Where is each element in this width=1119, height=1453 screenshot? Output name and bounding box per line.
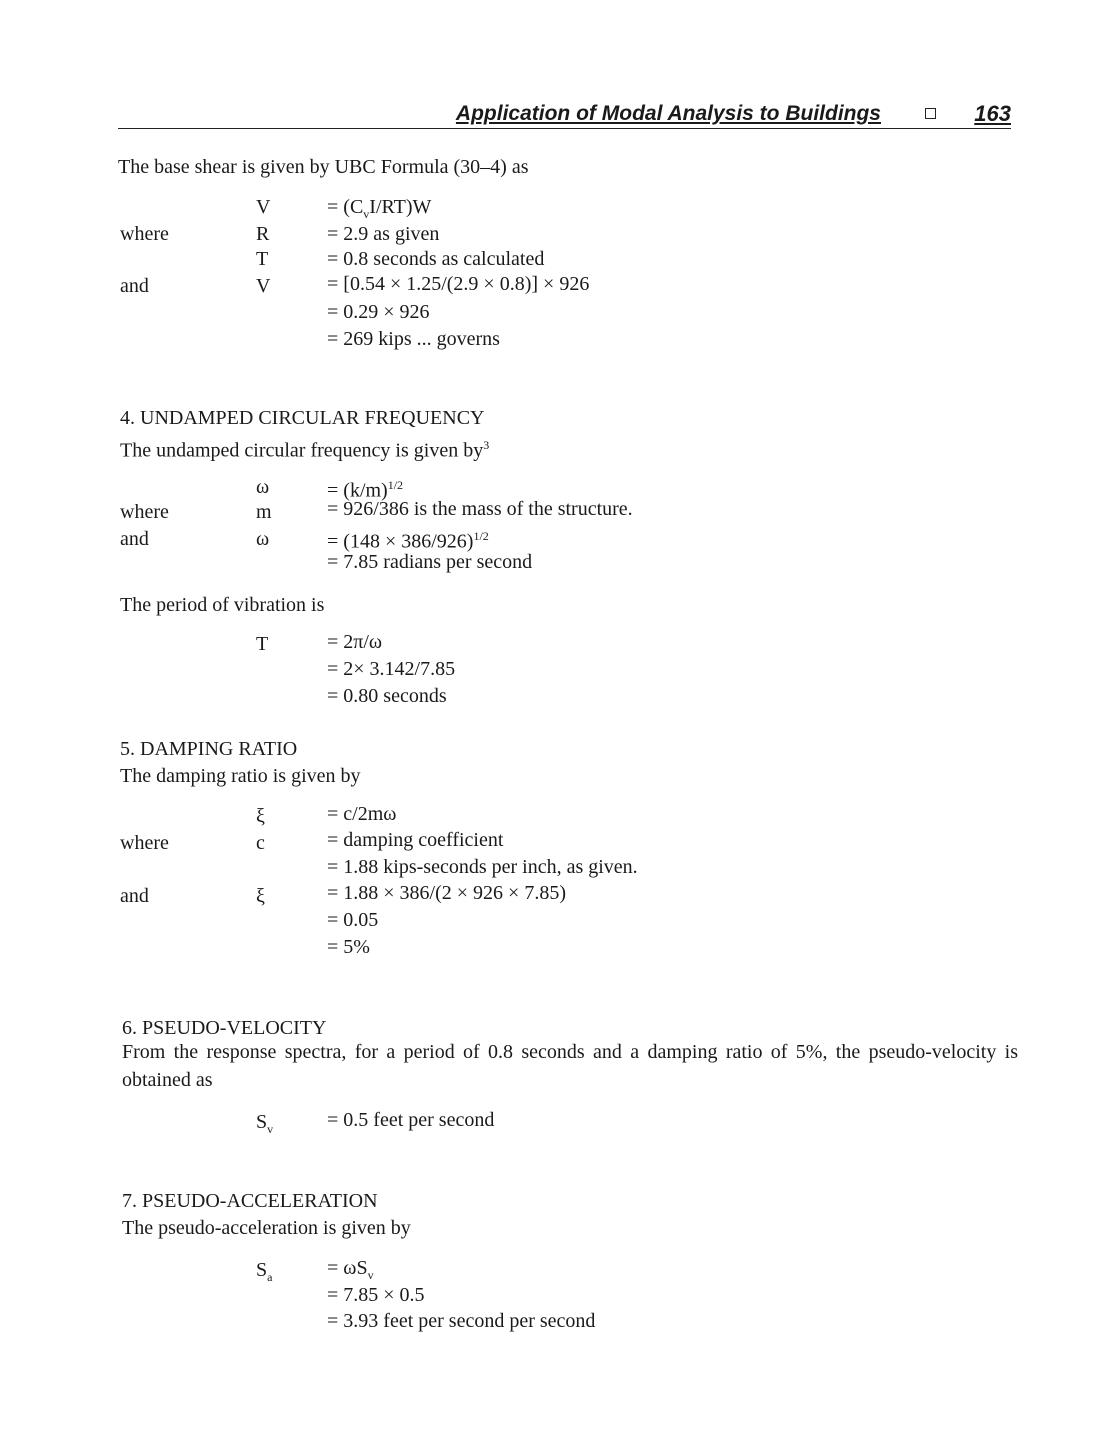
section-heading-7: 7. PSEUDO-ACCELERATION (122, 1190, 378, 1212)
equation: = $(148 \times 386/926)^{1/2}$ (327, 529, 489, 553)
equation: = 0.5 feet per second (327, 1109, 495, 1131)
eq-label: where (120, 832, 169, 854)
eq-symbol: ξ (256, 805, 265, 827)
equation: = 269 kips ... governs (327, 328, 500, 350)
equation: = [0.54 × 1.25/(2.9 × 0.8)] × 926 (327, 273, 590, 295)
equation: = 2π/ω (327, 631, 383, 653)
square-outline-icon (925, 108, 936, 119)
eq-symbol: T (256, 633, 269, 655)
equation: = $(C_vI/RT)W$ (327, 196, 432, 221)
eq-symbol: V (256, 196, 271, 218)
equation: = 1.88 × 386/(2 × 926 × 7.85) (327, 882, 566, 904)
section-heading-6: 6. PSEUDO-VELOCITY (122, 1017, 327, 1039)
eq-label: and (120, 885, 149, 907)
eq-label: and (120, 528, 149, 550)
section6-paragraph: From the response spectra, for a period of 0.8 seconds and a damping ratio of 5%, the pseudo-velocity is obtained as (122, 1041, 1018, 1091)
eq-symbol: T (256, 248, 269, 270)
equation: = 2.9 as given (327, 223, 440, 245)
equation: = 7.85 radians per second (327, 551, 533, 573)
equation: = 2× 3.142/7.85 (327, 658, 456, 680)
equation: = damping coefficient (327, 829, 504, 851)
eq-symbol: ξ (256, 885, 265, 907)
equation: = 0.05 (327, 909, 379, 931)
eq-symbol: m (256, 501, 272, 523)
eq-label: where (120, 223, 169, 245)
eq-symbol: $S_a$ (256, 1259, 273, 1284)
equation: = $\omega S_v$ (327, 1257, 374, 1282)
equation: = 0.8 seconds as calculated (327, 248, 545, 270)
eq-label: where (120, 501, 169, 523)
equation: = 5% (327, 936, 370, 958)
equation: = 0.80 seconds (327, 685, 447, 707)
equation: = 7.85 × 0.5 (327, 1284, 425, 1306)
equation: = 3.93 feet per second per second (327, 1310, 596, 1332)
eq-label: and (120, 275, 149, 297)
section4-intro: The undamped circular frequency is given $by^3$ (120, 438, 490, 462)
eq-symbol: V (256, 275, 271, 297)
eq-symbol: $S_v$ (256, 1111, 274, 1136)
eq-symbol: c (256, 832, 265, 854)
section-heading-4: 4. UNDAMPED CIRCULAR FREQUENCY (120, 407, 485, 429)
eq-symbol: ω (256, 528, 270, 550)
running-header (118, 98, 1011, 129)
equation: = c/2mω (327, 803, 397, 825)
equation: = 0.29 × 926 (327, 301, 430, 323)
section5-intro: The damping ratio is given by (120, 765, 361, 787)
eq-symbol: R (256, 223, 270, 245)
section-heading-5: 5. DAMPING RATIO (120, 738, 298, 760)
eq-symbol: ω (256, 476, 270, 498)
header-title: Application of Modal Analysis to Buildings (455, 102, 881, 125)
section7-intro: The pseudo-acceleration is given by (122, 1217, 411, 1239)
base-shear-intro: The base shear is given by UBC Formula (30–4) as (118, 156, 529, 178)
period-intro: The period of vibration is (120, 594, 325, 616)
equation: = $(k/m)^{1/2}$ (327, 478, 404, 502)
page-number: 163 (974, 101, 1011, 126)
equation: = 1.88 kips-seconds per inch, as given. (327, 856, 638, 878)
equation: = 926/386 is the mass of the structure. (327, 498, 633, 520)
